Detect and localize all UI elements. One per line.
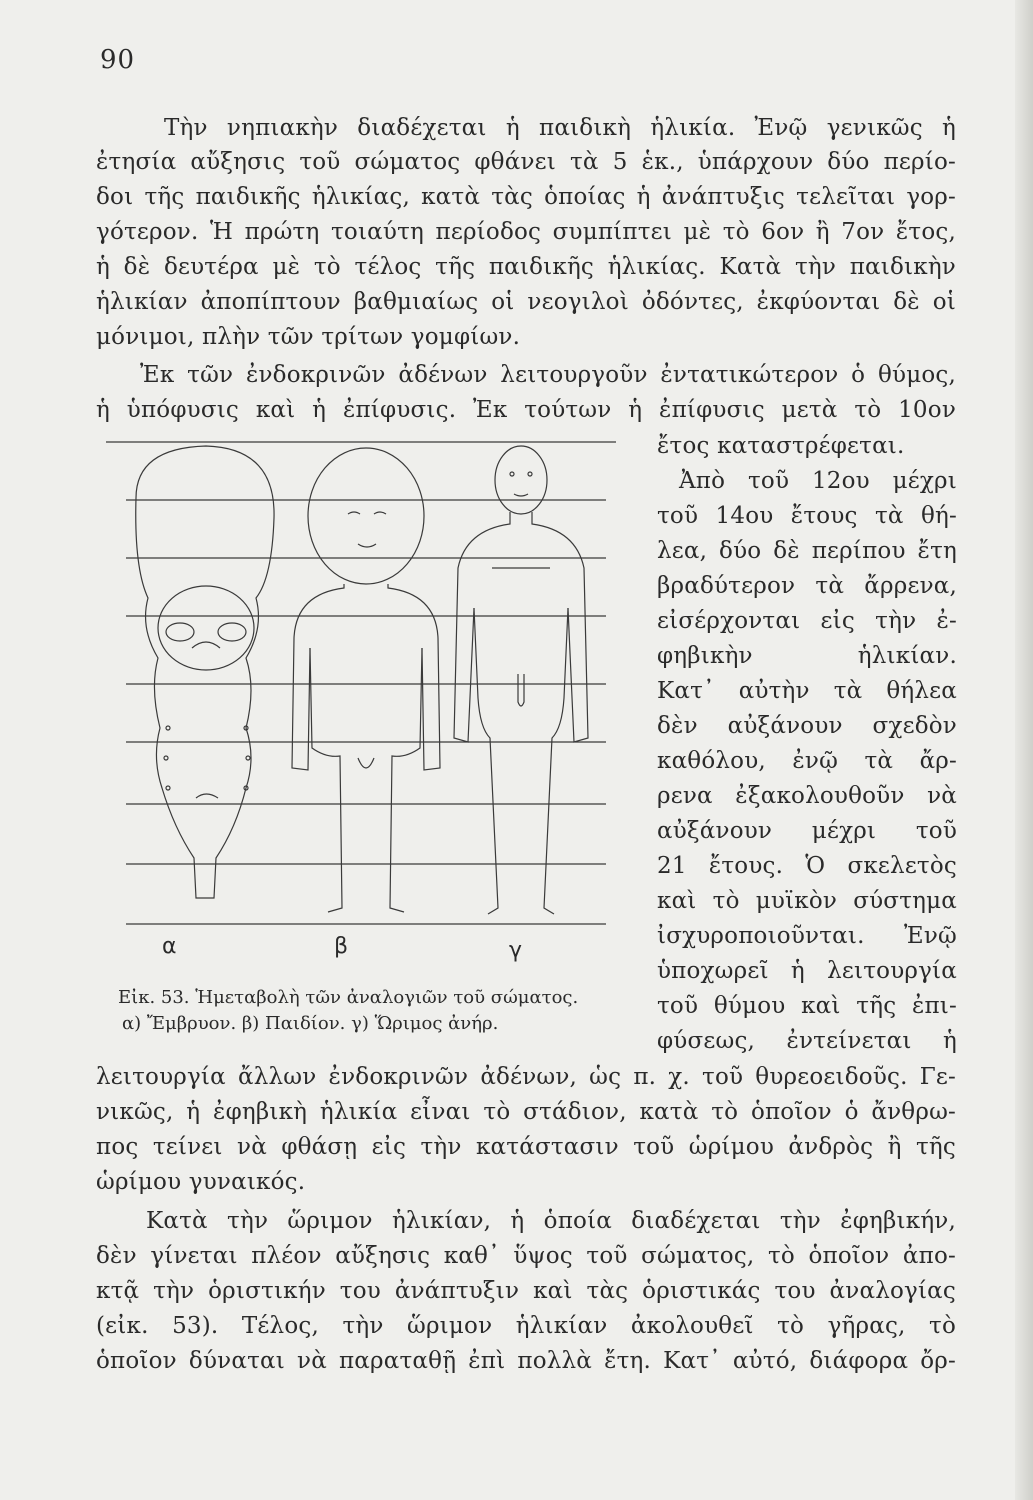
side-text-line: τοῦ 14ου ἔτους τὰ θή- (657, 503, 957, 529)
text-line: Ἐκ τῶν ἐνδοκρινῶν ἀδένων λειτουργοῦν ἐντατικώτερον ὁ θύμος, (140, 362, 956, 388)
text-line: πος τείνει νὰ φθάσῃ εἰς τὴν κατάστασιν τοῦ ὡρίμου ἀνδρὸς ἢ τῆς (96, 1134, 956, 1160)
side-text-line: δὲν αὐξάνουν σχεδὸν (657, 713, 957, 739)
text-line: ὁποῖον δύναται νὰ παραταθῇ ἐπὶ πολλὰ ἔτη. Κατ᾽ αὐτό, διάφορα ὄρ- (96, 1348, 956, 1374)
text-line: Τὴν νηπιακὴν διαδέχεται ἡ παιδικὴ ἡλικία. Ἐνῷ γενικῶς ἡ (164, 115, 956, 141)
figure-label-gamma: γ (509, 938, 523, 963)
figure-caption-legend: α) Ἔμβρυον. β) Παιδίον. γ) Ὥριμος ἀνήρ. (122, 1013, 499, 1034)
side-text-line: καὶ τὸ μυϊκὸν σύστημα (657, 888, 957, 914)
side-text-line: 21 ἔτους. Ὁ σκελετὸς (657, 853, 957, 879)
figure-caption: Εἰκ. 53. Ἡμεταβολὴ τῶν ἀναλογιῶν τοῦ σώματος. (118, 987, 579, 1008)
text-line: δοι τῆς παιδικῆς ἡλικίας, κατὰ τὰς ὁποίας ἡ ἀνάπτυξις τελεῖται γορ- (96, 184, 956, 210)
text-line: ἡ δὲ δευτέρα μὲ τὸ τέλος τῆς παιδικῆς ἡλικίας. Κατὰ τὴν παιδικὴν (96, 254, 956, 280)
text-line: ἐτησία αὔξησις τοῦ σώματος φθάνει τὰ 5 ἑκ., ὑπάρχουν δύο περίο- (96, 149, 956, 175)
text-line: δὲν γίνεται πλέον αὔξησις καθ᾽ ὕψος τοῦ σώματος, τὸ ὁποῖον ἀπο- (96, 1243, 956, 1269)
text-line: μόνιμοι, πλὴν τῶν τρίτων γομφίων. (96, 324, 521, 350)
text-line: ἡ ὑπόφυσις καὶ ἡ ἐπίφυσις. Ἐκ τούτων ἡ ἐπίφυσις μετὰ τὸ 10ον (96, 397, 956, 423)
side-text-line: Κατ᾽ αὐτὴν τὰ θήλεα (657, 678, 957, 704)
side-text-line: ὑποχωρεῖ ἡ λειτουργία (657, 958, 957, 984)
side-text-line: ἰσχυροποιοῦνται. Ἐνῷ (657, 923, 957, 949)
proportions-illustration (96, 438, 656, 938)
side-text-line: καθόλου, ἐνῷ τὰ ἄρ- (657, 748, 957, 774)
side-text-line: τοῦ θύμου καὶ τῆς ἐπι- (657, 993, 957, 1019)
text-line: νικῶς, ἡ ἐφηβικὴ ἡλικία εἶναι τὸ στάδιον, κατὰ τὸ ὁποῖον ὁ ἄνθρω- (96, 1099, 956, 1125)
text-line: ἡλικίαν ἀποπίπτουν βαθμιαίως οἱ νεογιλοὶ ὀδόντες, ἐκφύονται δὲ οἱ (96, 289, 956, 315)
side-text-line: ἔτος καταστρέφεται. (657, 433, 905, 459)
text-line: ὡρίμου γυναικός. (96, 1169, 306, 1195)
figure-53 (96, 438, 656, 978)
page-number: 90 (100, 45, 136, 75)
side-text-line: ρενα ἐξακολουθοῦν νὰ (657, 783, 957, 809)
side-text-line: βραδύτερον τὰ ἄρρενα, (657, 573, 957, 599)
side-text-line: φηβικὴν ἡλικίαν. (657, 643, 957, 669)
text-line: κτᾷ τὴν ὁριστικήν του ἀνάπτυξιν καὶ τὰς ὁριστικάς του ἀναλογίας (96, 1278, 956, 1304)
text-line: λειτουργία ἄλλων ἐνδοκρινῶν ἀδένων, ὡς π. χ. τοῦ θυρεοειδοῦς. Γε- (96, 1064, 956, 1090)
side-text-line: φύσεως, ἐντείνεται ἡ (657, 1028, 957, 1054)
side-text-line: Ἀπὸ τοῦ 12ου μέχρι (679, 468, 957, 494)
text-line: Κατὰ τὴν ὥριμον ἡλικίαν, ἡ ὁποία διαδέχεται τὴν ἐφηβικήν, (146, 1208, 956, 1234)
figure-label-alpha: α (162, 934, 177, 959)
text-line: (εἰκ. 53). Τέλος, τὴν ὥριμον ἡλικίαν ἀκολουθεῖ τὸ γῆρας, τὸ (96, 1313, 956, 1339)
side-text-line: εἰσέρχονται εἰς τὴν ἐ- (657, 608, 957, 634)
text-line: γότερον. Ἡ πρώτη τοιαύτη περίοδος συμπίπτει μὲ τὸ 6ον ἢ 7ον ἔτος, (96, 219, 956, 245)
side-text-line: λεα, δύο δὲ περίπου ἔτη (657, 538, 957, 564)
side-text-line: αὐξάνουν μέχρι τοῦ (657, 818, 957, 844)
figure-label-beta: β (334, 934, 349, 959)
page-edge (1015, 0, 1033, 1500)
